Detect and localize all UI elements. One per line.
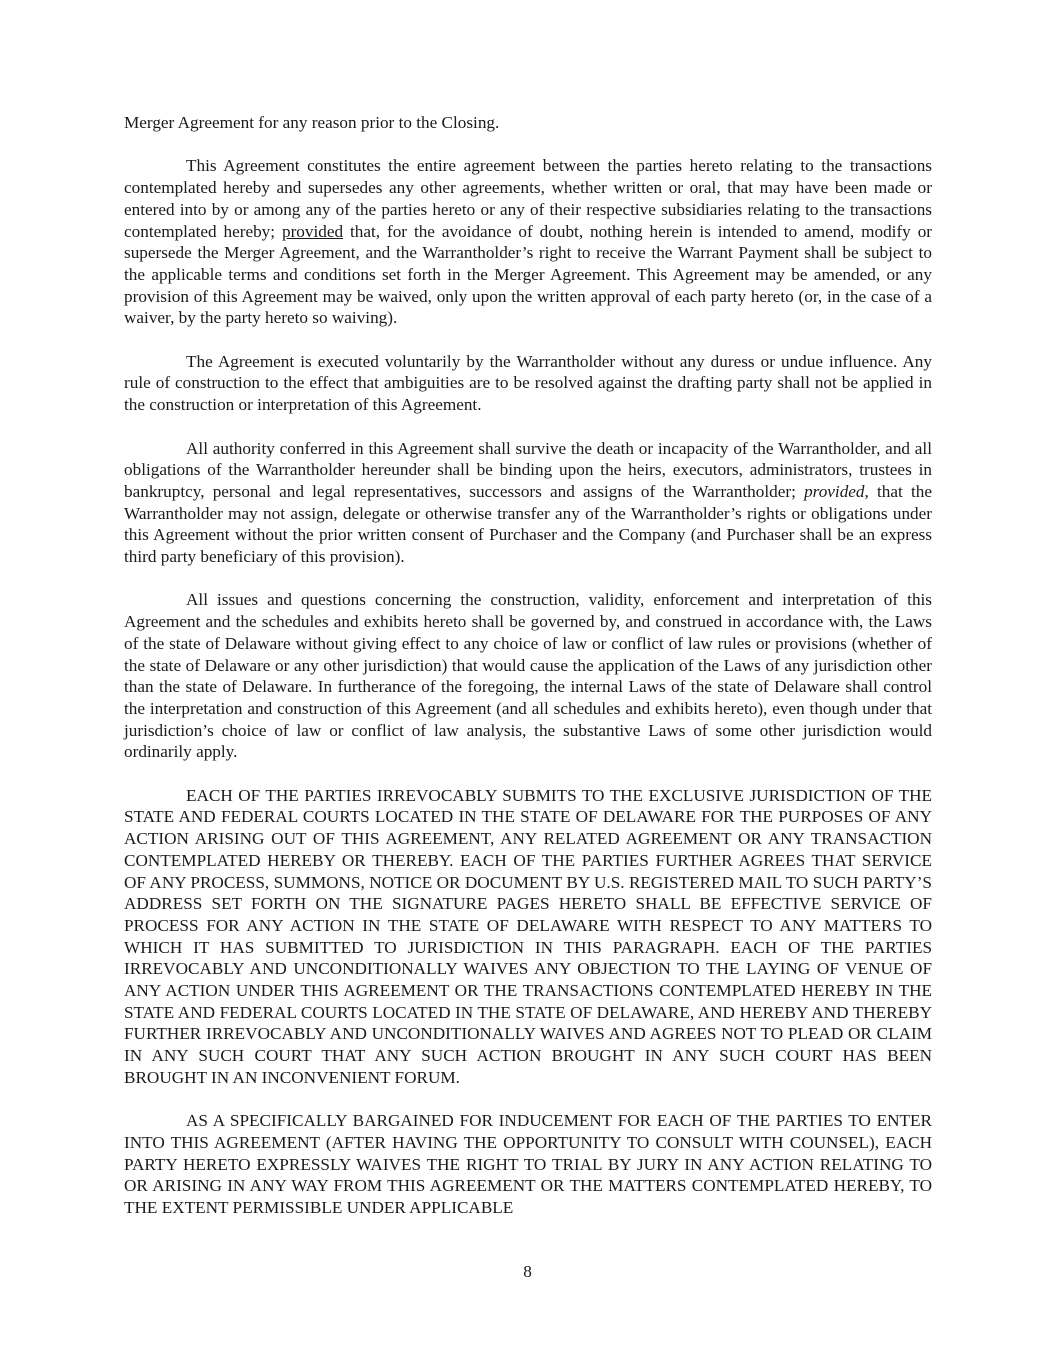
paragraph-governing-law: All issues and questions concerning the construction, validity, enforcement and interpretation of this Agreement and the schedules and exhibits hereto shall be governed by, and construed in accordance with, the Laws of the state of Delaware without giving effect to any choice of law or conflict of law rules or provisions (whether of the state of Delaware or any other jurisdiction) that would cause the application of the Laws of any jurisdiction other than the state of Delaware. In furtherance of the foregoing, the internal Laws of the state of Delaware shall control the interpretation and construction of this Agreement (and all schedules and exhibits hereto), even though under that jurisdiction’s choice of law or conflict of law analysis, the substantive Laws of some other jurisdiction would ordinarily apply. bbox=[124, 590, 932, 762]
paragraph-text: This Agreement constitutes the entire agreement between the parties hereto relating to the transactions contemplated hereby and supersedes any other agreements, whether written or oral, that may have been made or entered into by or among any of the parties hereto or any of their respective subsidiaries relating to the transactions contemplated hereby; bbox=[124, 156, 932, 241]
italic-term: provided bbox=[804, 481, 865, 501]
paragraph-continuation: Merger Agreement for any reason prior to the Closing. bbox=[124, 113, 500, 132]
paragraph-entire-agreement bbox=[124, 155, 932, 329]
paragraph-voluntary-execution: The Agreement is executed voluntarily by the Warrantholder without any duress or undue influence. Any rule of construction to the effect that ambiguities are to be resolved against the drafting party shall not be applied in the construction or interpretation of this Agreement. bbox=[124, 351, 932, 415]
page-number: 8 bbox=[523, 1262, 532, 1281]
paragraph-text: , that the Warrantholder may not assign, delegate or otherwise transfer any of the Warrantholder’s rights or obligations under this Agreement without the prior written consent of Purchaser and the Company (and Purchaser shall be an express third party beneficiary of this provision). bbox=[124, 481, 932, 567]
paragraph-jurisdiction: EACH OF THE PARTIES IRREVOCABLY SUBMITS TO THE EXCLUSIVE JURISDICTION OF THE STATE AND FEDERAL COURTS LOCATED IN THE STATE OF DELAWARE FOR THE PURPOSES OF ANY ACTION ARISING OUT OF THIS AGREEMENT, ANY RELATED AGREEMENT OR ANY TRANSACTION CONTEMPLATED HEREBY OR THEREBY. EACH OF THE PARTIES FURTHER AGREES THAT SERVICE OF ANY PROCESS, SUMMONS, NOTICE OR DOCUMENT BY U.S. REGISTERED MAIL TO SUCH PARTY’S ADDRESS SET FORTH ON THE SIGNATURE PAGES HERETO SHALL BE EFFECTIVE SERVICE OF PROCESS FOR ANY ACTION IN THE STATE OF DELAWARE WITH RESPECT TO ANY MATTERS TO WHICH IT HAS SUBMITTED TO JURISDICTION IN THIS PARAGRAPH. EACH OF THE PARTIES IRREVOCABLY AND UNCONDITIONALLY WAIVES ANY OBJECTION TO THE LAYING OF VENUE OF ANY ACTION UNDER THIS AGREEMENT OR THE TRANSACTIONS CONTEMPLATED HEREBY IN THE STATE AND FEDERAL COURTS LOCATED IN THE STATE OF DELAWARE, AND HEREBY AND THEREBY FURTHER IRREVOCABLY AND UNCONDITIONALLY WAIVES AND AGREES NOT TO PLEAD OR CLAIM IN ANY SUCH COURT THAT ANY SUCH ACTION BROUGHT IN ANY SUCH COURT HAS BEEN BROUGHT IN AN INCONVENIENT FORUM. bbox=[124, 785, 932, 1087]
paragraph-text: All authority conferred in this Agreement shall survive the death or incapacity of the Warrantholder, and all obligations of the Warrantholder hereunder shall be binding upon the heirs, executors, administrators, trustees in bankruptcy, personal and legal representatives, successors and assigns of the Warrantholder; bbox=[124, 438, 932, 501]
document-page bbox=[124, 112, 932, 1240]
paragraph-survival-authority bbox=[124, 438, 932, 568]
paragraph-jury-waiver: AS A SPECIFICALLY BARGAINED FOR INDUCEMENT FOR EACH OF THE PARTIES TO ENTER INTO THIS AGREEMENT (AFTER HAVING THE OPPORTUNITY TO CONSULT WITH COUNSEL), EACH PARTY HERETO EXPRESSLY WAIVES THE RIGHT TO TRIAL BY JURY IN ANY ACTION RELATING TO OR ARISING IN ANY WAY FROM THIS AGREEMENT OR THE MATTERS CONTEMPLATED HEREBY, TO THE EXTENT PERMISSIBLE UNDER APPLICABLE bbox=[124, 1111, 932, 1218]
underlined-term: provided bbox=[281, 221, 344, 241]
paragraph-text: that, for the avoidance of doubt, nothing herein is intended to amend, modify or supersede the Merger Agreement, and the Warrantholder’s right to receive the Warrant Payment shall be subject to the applicable terms and conditions set forth in the Merger Agreement. This Agreement may be amended, or any provision of this Agreement may be waived, only upon the written approval of each party hereto (or, in the case of a waiver, by the party hereto so waiving). bbox=[124, 221, 933, 328]
